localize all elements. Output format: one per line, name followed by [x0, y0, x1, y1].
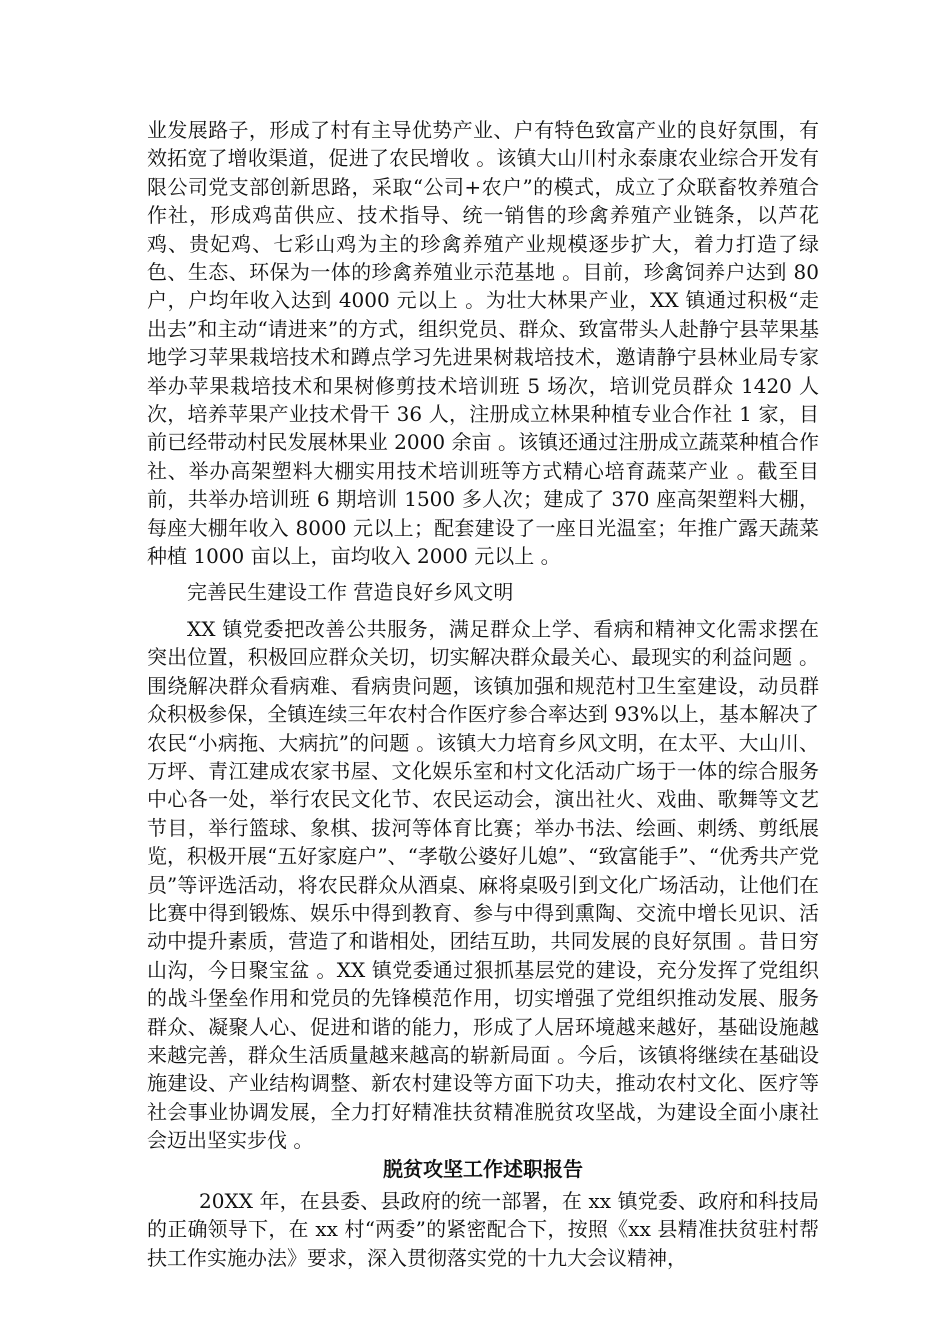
paragraph-agriculture: 业发展路子，形成了村有主导优势产业、户有特色致富产业的良好氛围，有效拓宽了增收渠道，促进了农民增收 。该镇大山川村永泰康农业综合开发有限公司党支部创新思路，采取“公司+农户”的模式，成立了众联畜牧养殖合作社，形成鸡苗供应、技术指导、统一销售的珍禽养殖产业链条，以芦花鸡、贵妃鸡、七彩山鸡为主的珍禽养殖产业规模逐步扩大，着力打造了绿色、生态、环保为一体的珍禽养殖业示范基地 。目前，珍禽饲养户达到 80 户，户均年收入达到 4000 元以上 。为壮大林果产业，XX 镇通过积极“走出去”和主动“请进来”的方式，组织党员、群众、致富带头人赴静宁县苹果基地学习苹果栽培技术和蹲点学习先进果树栽培技术，邀请静宁县林业局专家举办苹果栽培技术和果树修剪技术培训班 5 场次，培训党员群众 1420 人次，培养苹果产业技术骨干 36 人，注册成立林果种植专业合作社 1 家，目前已经带动村民发展林果业 2000 余亩 。该镇还通过注册成立蔬菜种植合作社、举办高架塑料大棚实用技术培训班等方式精心培育蔬菜产业 。截至目前，共举办培训班 6 期培训 1500 多人次；建成了 370 座高架塑料大棚，每座大棚年收入 8000 元以上；配套建设了一座日光温室；年推广露天蔬菜种植 1000 亩以上，亩均收入 2000 元以上 。 — [147, 118, 819, 569]
paragraph-livelihood: XX 镇党委把改善公共服务，满足群众上学、看病和精神文化需求摆在突出位置，积极回应群众关切，切实解决群众最关心、最现实的利益问题 。围绕解决群众看病难、看病贵问题，该镇加强和规范村卫生室建设，动员群众积极参保，全镇连续三年农村合作医疗参合率达到 93%以上，基本解决了农民“小病拖、大病抗”的问题 。该镇大力培育乡风文明，在太平、大山川、万坪、青江建成农家书屋、文化娱乐室和村文化活动广场于一体的综合服务中心各一处，举行农民文化节、农民运动会，演出社火、戏曲、歌舞等文艺节目，举行篮球、象棋、拔河等体育比赛；举办书法、绘画、刺绣、剪纸展览，积极开展“五好家庭户”、“孝敬公婆好儿媳”、“致富能手”、“优秀共产党员”等评选活动，将农民群众从酒桌、麻将桌吸引到文化广场活动，让他们在比赛中得到锻炼、娱乐中得到教育、参与中得到熏陶、交流中增长见识、活动中提升素质，营造了和谐相处，团结互助，共同发展的良好氛围 。昔日穷山沟，今日聚宝盆 。XX 镇党委通过狠抓基层党的建设，充分发挥了党组织的战斗堡垒作用和党员的先锋模范作用，切实增强了党组织推动发展、服务群众、凝聚人心、促进和谐的能力，形成了人居环境越来越好，基础设施越来越完善，群众生活质量越来越高的崭新局面 。今后，该镇将继续在基础设施建设、产业结构调整、新农村建设等方面下功夫，推动农村文化、医疗等社会事业协调发展，全力打好精准扶贫精准脱贫攻坚战，为建设全面小康社会迈出坚实步伐 。 — [147, 616, 819, 1153]
report-title: 脱贫攻坚工作述职报告 — [383, 1156, 583, 1181]
document-body — [147, 116, 819, 1272]
paragraph-report-intro: 20XX 年，在县委、县政府的统一部署，在 xx 镇党委、政府和科技局的正确领导下，在 xx 村“两委”的紧密配合下，按照《xx 县精准扶贫驻村帮扶工作实施办法》要求，深入贯彻落实党的十九大会议精神， — [147, 1189, 819, 1270]
section-subheading: 完善民生建设工作 营造良好乡风文明 — [187, 579, 514, 604]
